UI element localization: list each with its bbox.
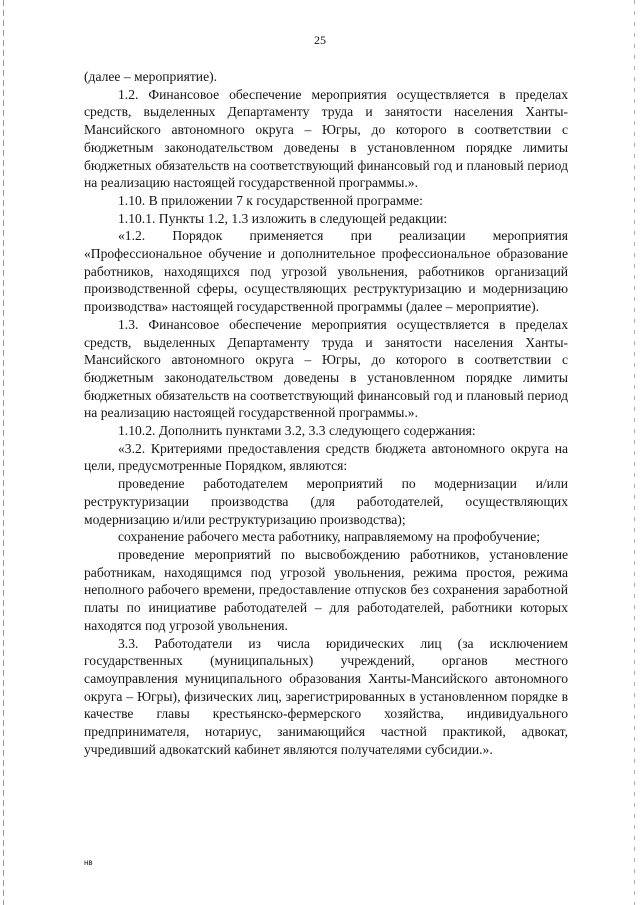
paragraph: проведение работодателем мероприятий по модернизации и/или реструктуризации производства (для работодателей, осуществляющих модернизацию и/или реструктуризацию производства); xyxy=(84,476,568,527)
scan-edge-right xyxy=(634,0,635,905)
paragraph: 1.10.1. Пункты 1.2, 1.3 изложить в следующей редакции: xyxy=(118,210,448,226)
page-number: 25 xyxy=(314,33,326,47)
paragraph: 3.3. Работодатели из числа юридических лиц (за исключением государственных (муниципальных) учреждений, органов местного самоуправления муниципального образования Ханты-Мансийского автономного округа – Югры), физических лиц, зарегистрированных в установленном порядке в качестве главы крестьянско-фермерского хозяйства, индивидуального предпринимателя, нотариус, занимающийся частной практикой, адвокат, учредивший адвокатский кабинет являются получателями субсидии.». xyxy=(84,635,568,757)
paragraph: «3.2. Критериями предоставления средств бюджета автономного округа на цели, предусмотренные Порядком, являются: xyxy=(84,440,568,474)
paragraph: 1.10. В приложении 7 к государственной программе: xyxy=(118,192,423,208)
footer-initials: нв xyxy=(84,858,93,867)
paragraph: 1.10.2. Дополнить пунктами 3.2, 3.3 следующего содержания: xyxy=(118,423,476,439)
paragraph: сохранение рабочего места работнику, направляемому на профобучение; xyxy=(118,529,541,545)
paragraph: проведение мероприятий по высвобождению работников, установление работникам, находящимся под угрозой увольнения, режима простоя, режима неполного рабочего времени, предоставление отпусков без сохранения заработной платы по инициативе работодателей – для работодателей, работники которых находятся под угрозой увольнения. xyxy=(84,546,568,633)
paragraph: 1.3. Финансовое обеспечение мероприятия осуществляется в пределах средств, выделенных Департаменту труда и занятости населения Ханты-Мансийского автономного округа – Югры, до которого в соответствии с бюджетным законодательством доведены в установленном порядке лимиты бюджетных обязательств на соответствующий финансовый год и плановый период на реализацию настоящей государственной программы.». xyxy=(84,316,568,421)
paragraph: (далее – мероприятие). xyxy=(84,69,218,84)
document-body xyxy=(84,68,568,758)
paragraph: 1.2. Финансовое обеспечение мероприятия осуществляется в пределах средств, выделенных Департаменту труда и занятости населения Ханты-Мансийского автономного округа – Югры, до которого в соответствии с бюджетным законодательством доведены в установленном порядке лимиты бюджетных обязательств на соответствующий финансовый год и плановый период на реализацию настоящей государственной программы.». xyxy=(84,86,568,191)
scan-edge-left xyxy=(3,0,4,905)
paragraph: «1.2. Порядок применяется при реализации мероприятия «Профессиональное обучение и дополнительное профессиональное образование работников, находящихся под угрозой увольнения, работников организаций производственной сферы, осуществляющих реструктуризацию и модернизацию производства» настоящей государственной программы (далее – мероприятие). xyxy=(84,228,568,315)
